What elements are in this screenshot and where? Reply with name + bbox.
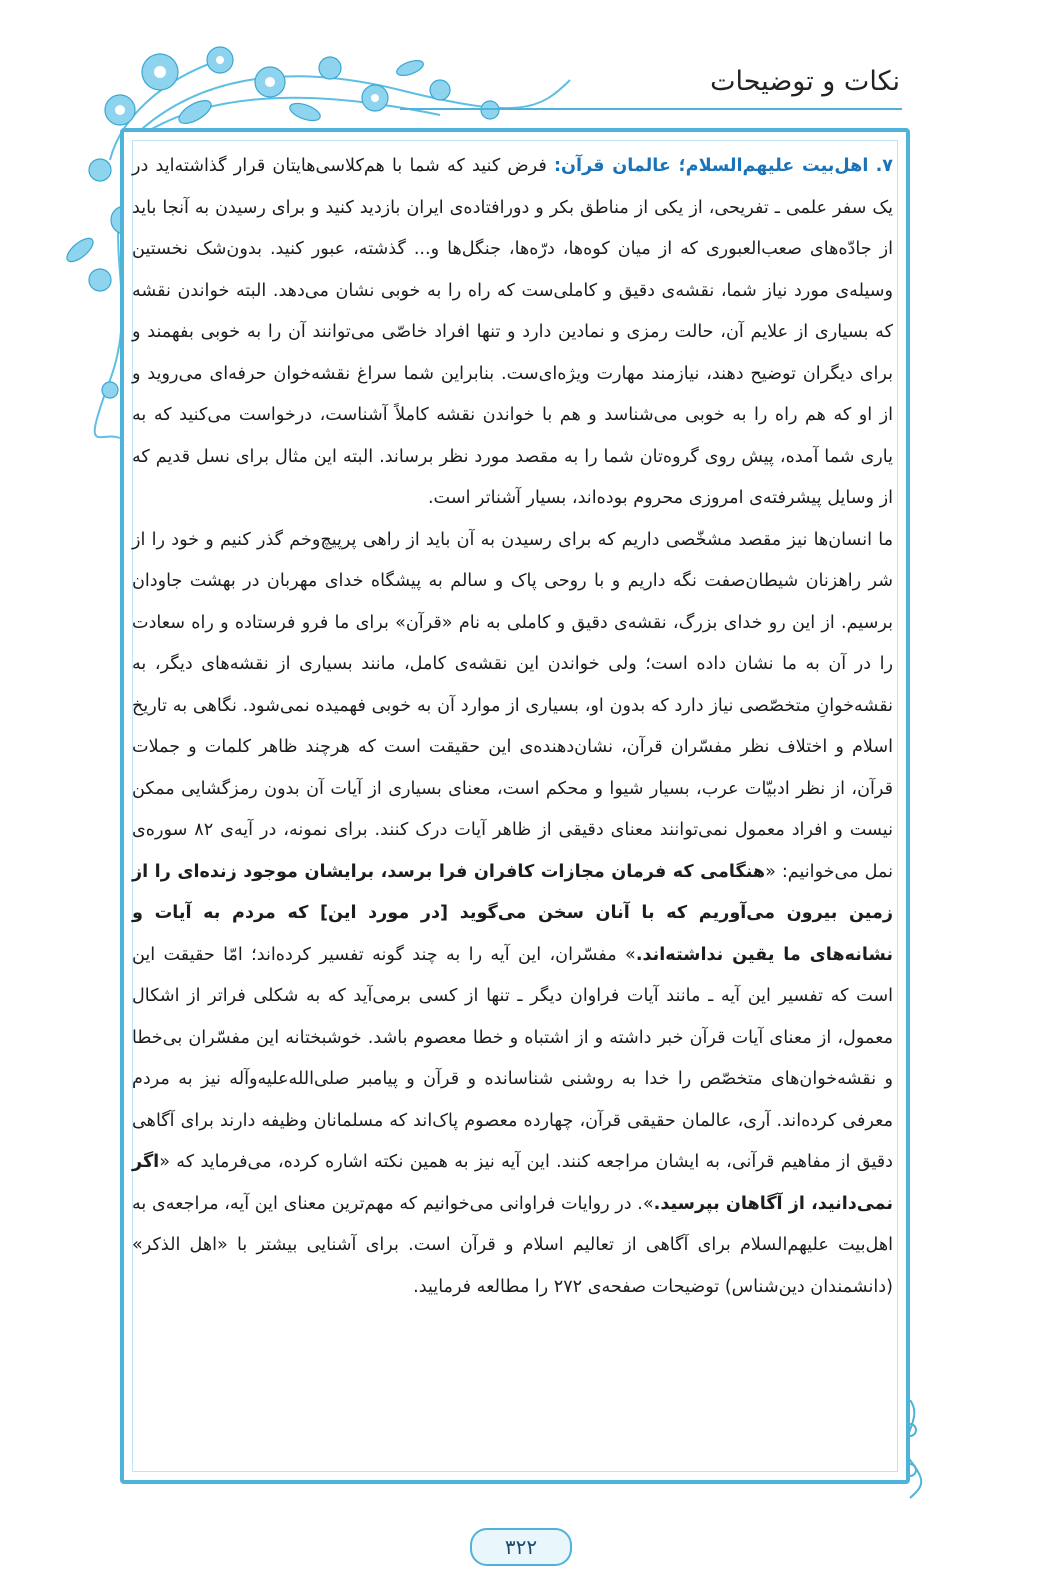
paragraph-2-text-b: » مفسّران، این آیه را به چند گونه تفسیر کرده‌اند؛ امّا حقیقت این است که تفسیر این آیه ـ مانند آیات فراوان دیگر ـ تنها از کسی برمی‌آید که به شکلی فراتر از اشکال معمول، از معنای آیات قرآن خبر داشته و از اشتباه و خطا معصوم باشد. خوشبختانه این مفسّران بی‌خطا و نقشه‌خوان‌های متخصّص را خدا به روشنی شناسانده و قرآن و پیامبر صلی‌الله‌علیه‌وآله نیز به مردم معرفی کرده‌اند. آری، عالمان حقیقی قرآن، چهارده معصوم پاک‌اند که مسلمانان وظیفه دارند برای آگاهی دقیق از مفاهیم قرآنی، به ایشان مراجعه کنند. این آیه نیز به همین نکته اشاره کرده، می‌فرماید که « [132, 944, 893, 1172]
section-heading: اهل‌بیت علیهم‌السلام؛ عالمان قرآن: [553, 156, 869, 176]
page-title: نکات و توضیحات [710, 66, 900, 97]
quran-quote-ask: اگر نمی‌دانید، از آگاهان بپرسید. [132, 1152, 893, 1214]
page-number: ۳۲۲ [470, 1528, 572, 1566]
paragraph-2 [132, 520, 893, 1309]
paragraph-2-text-a: ما انسان‌ها نیز مقصد مشخّصی داریم که برای رسیدن به آن باید از راهی پرپیچ‌وخم گذر کنیم و خود را از شر راهزنان شیطان‌صفت نگه داریم و با روحی پاک و سالم به پیشگاه خدای مهربان در بهشت جاودان برسیم. از این رو خدای بزرگ، نقشه‌ی دقیق و کاملی به نام «قرآن» برای ما فرو فرستاده و راه سعادت را در آن به ما نشان داده است؛ ولی خواندن این نقشه‌ی کامل، مانند بسیاری از نقشه‌های دیگر، به نقشه‌خوانِ متخصّصی نیاز دارد که بدون او، بسیاری از موارد آن به خوبی فهمیده نمی‌شود. نگاهی به تاریخ اسلام و اختلاف نظر مفسّران قرآن، نشان‌دهنده‌ی این حقیقت است که هرچند ظاهر کلمات و جملات قرآن، از نظر ادبیّات عرب، بسیار شیوا و محکم است، معنای بسیاری از آیات آن بدون رمزگشایی ممکن نیست و افراد معمول نمی‌توانند معنای دقیقی از ظاهر آیات درک کنند. برای نمونه، در آیه‌ی ۸۲ سوره‌ی نمل می‌خوانیم: « [132, 529, 893, 882]
paragraph-2-text-c: ». در روایات فراوانی می‌خوانیم که مهم‌ترین معنای این آیه، مراجعه‌ی به اهل‌بیت علیهم‌السلام برای آگاهی از تعالیم اسلام و قرآن است. برای آشنایی بیشتر با «اهل الذکر» (دانشمندان دین‌شناس) توضیحات صفحه‌ی ۲۷۲ را مطالعه فرمایید. [132, 1193, 893, 1297]
section-number: ۷. [875, 156, 893, 176]
paragraph-1 [132, 146, 893, 520]
header-divider [400, 108, 902, 110]
main-text [132, 146, 893, 1308]
quran-quote-naml: هنگامی که فرمان مجازات کافران فرا برسد، برایشان موجود زنده‌ای را از زمین بیرون می‌آوریم که با آنان سخن می‌گوید [در مورد این] که مردم به آیات و نشانه‌های ما یقین نداشته‌اند. [132, 861, 894, 965]
paragraph-1-text: فرض کنید که شما با هم‌کلاسی‌هایتان قرار گذاشته‌اید در یک سفر علمی ـ تفریحی، از یکی از مناطق بکر و دورافتاده‌ی ایران بازدید کنید و برای رسیدن به آنجا باید از جادّه‌های صعب‌العبوری که از میان کوه‌ها، درّه‌ها، جنگل‌ها و... گذشته، عبور کنید. بدون‌شک نخستین وسیله‌ی مورد نیاز شما، نقشه‌ی دقیق و کاملی‌ست که راه را به خوبی نشان می‌دهد. البته خواندن نقشه که بسیاری از علایم آن، حالت رمزی و نمادین دارد و تنها افراد خاصّی می‌توانند آن را به خوبی بفهمند و برای دیگران توضیح دهند، نیازمند مهارت ویژه‌ای‌ست. بنابراین شما سراغ نقشه‌خوان حرفه‌ای می‌روید و از او که هم راه را به خوبی می‌شناسد و هم با خواندن نقشه کاملاً آشناست، درخواست می‌کنید که به یاری شما آمده، پیش روی گروه‌تان شما را به مقصد مورد نظر برساند. البته این مثال برای نسل قدیم که از وسایل پیشرفته‌ی امروزی محروم بوده‌اند، بسیار آشناتر است. [132, 156, 893, 508]
